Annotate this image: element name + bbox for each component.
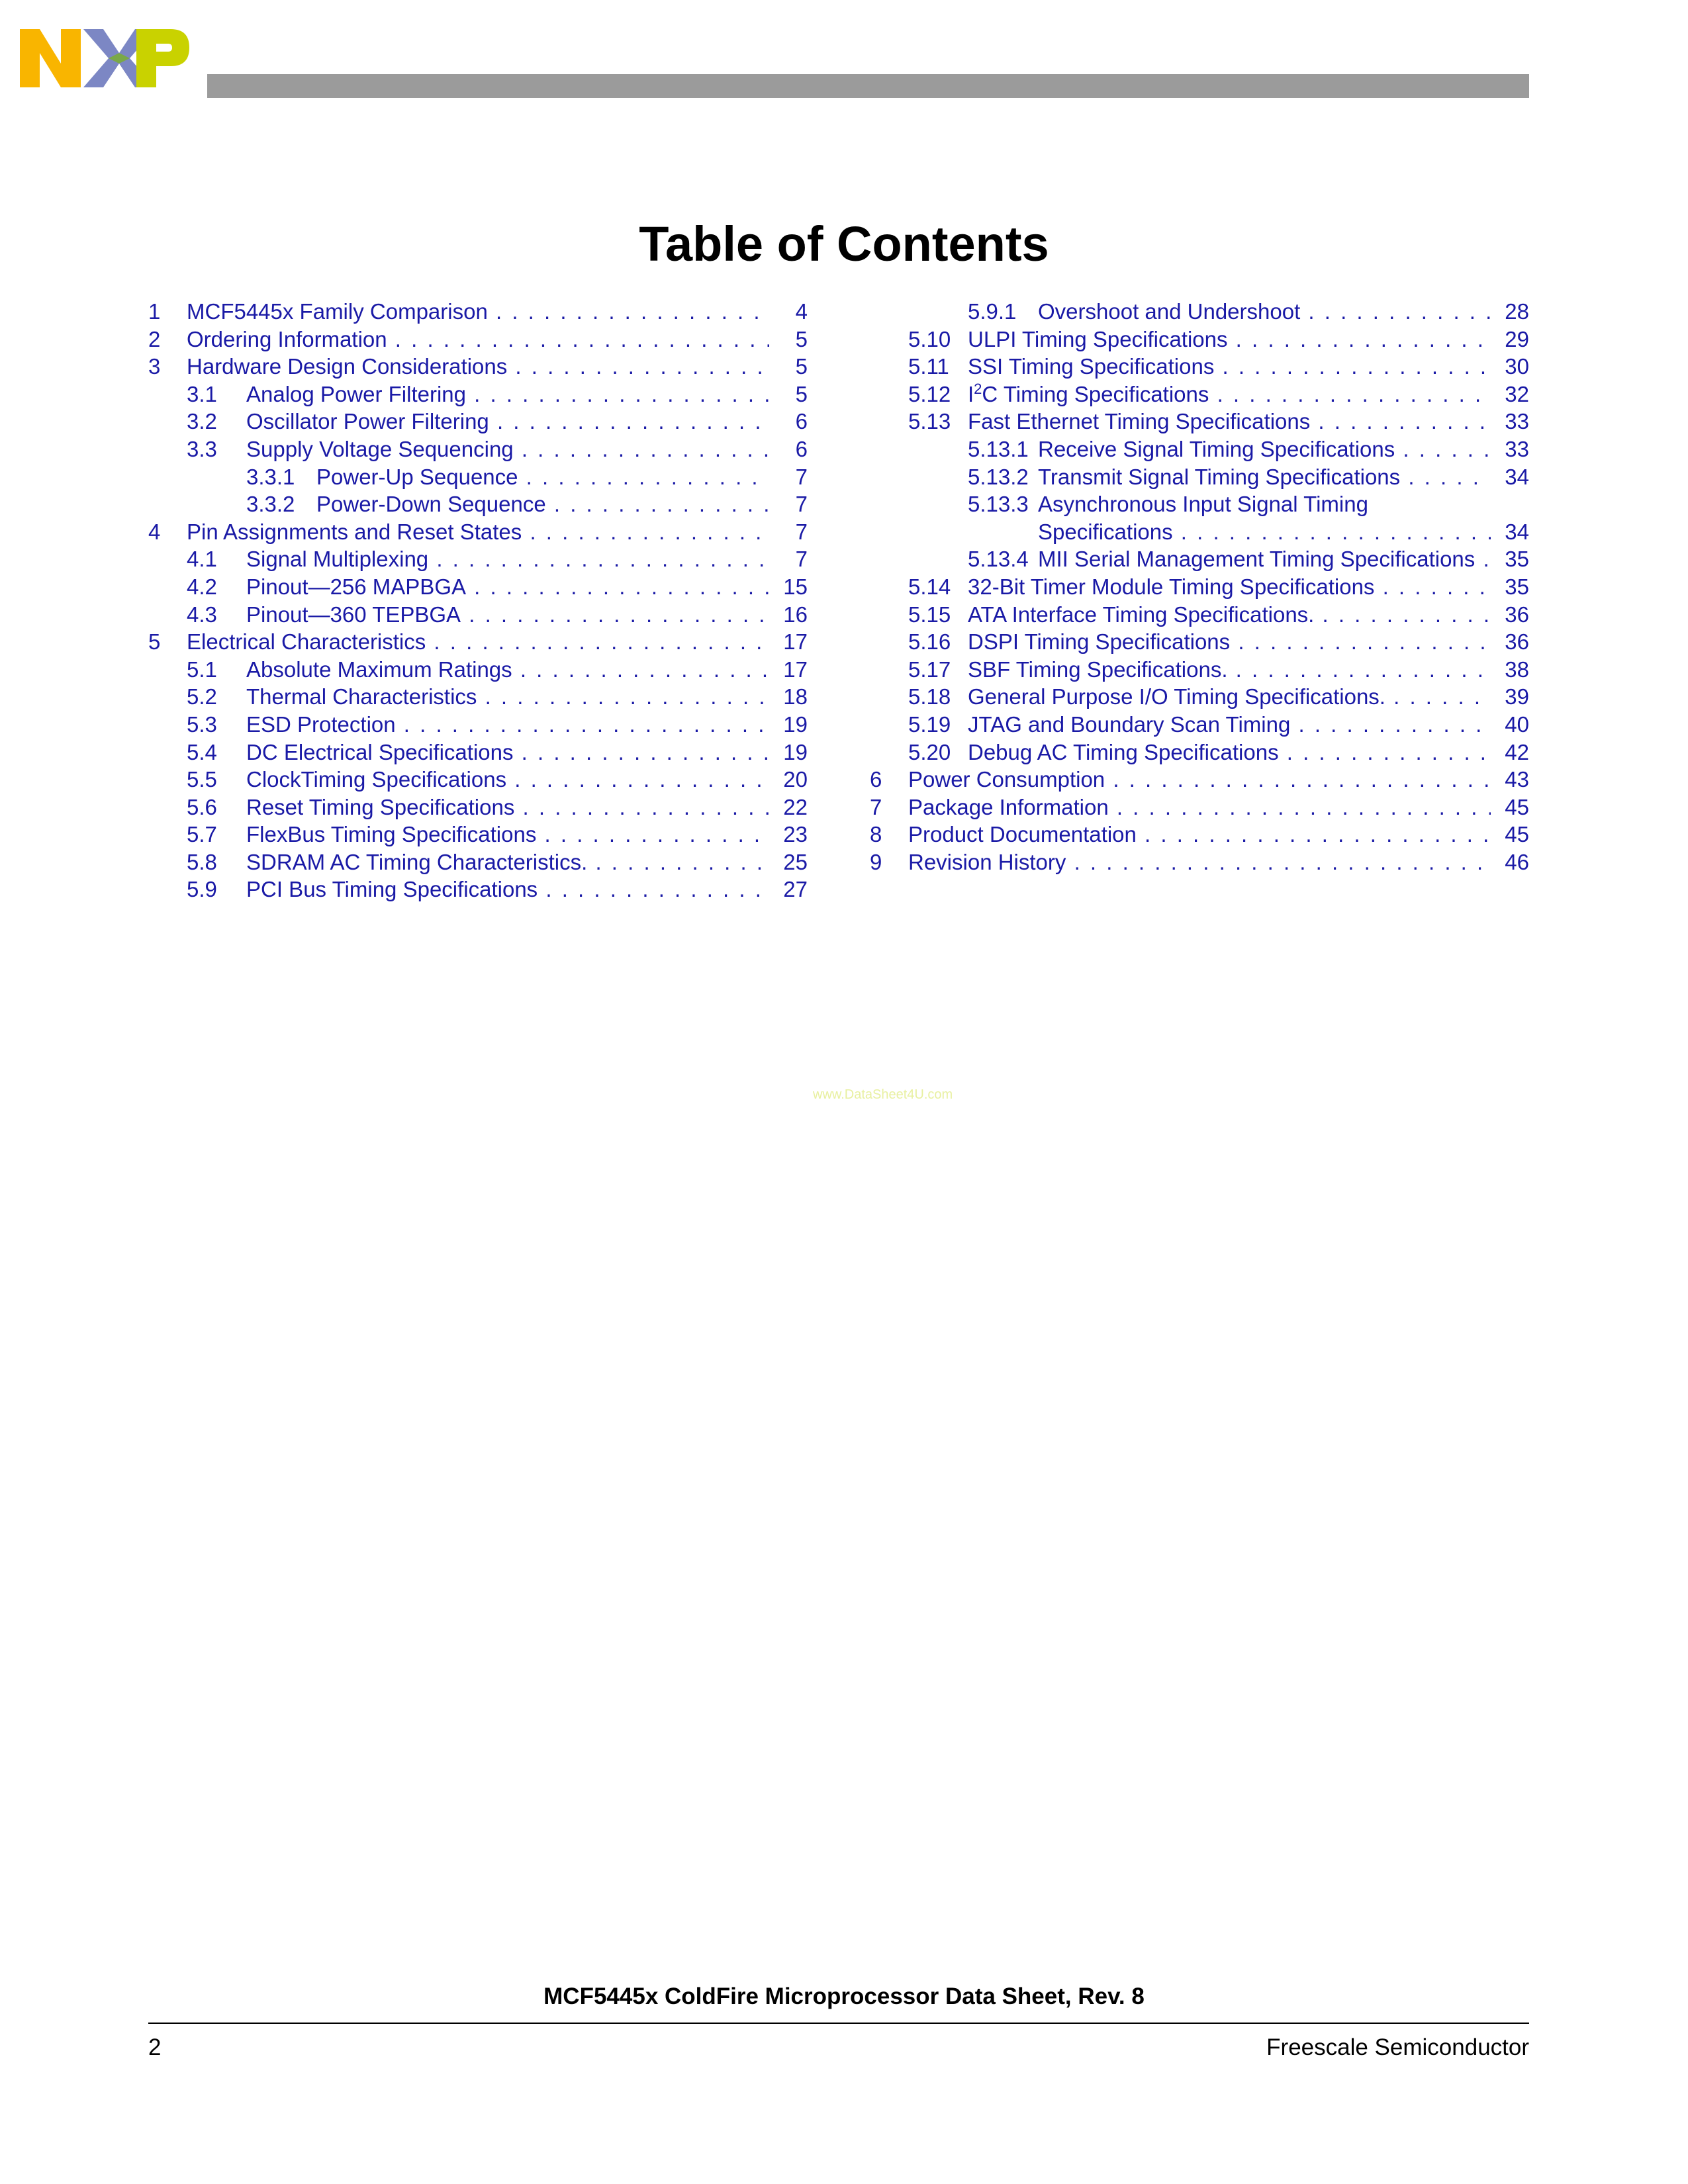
- toc-entry-number: 5.13.2: [968, 464, 1029, 489]
- toc-entry-number: 5.20: [908, 739, 951, 764]
- toc-entry[interactable]: [870, 573, 1529, 601]
- toc-entry[interactable]: [148, 821, 808, 848]
- toc-entry-number: 5.11: [908, 354, 949, 379]
- footer-divider: [148, 2023, 1529, 2024]
- toc-entry-title: DSPI Timing Specifications . . .: [968, 628, 1491, 656]
- footer-company: Freescale Semiconductor: [1266, 2034, 1529, 2060]
- toc-entry[interactable]: [148, 739, 808, 766]
- toc-entry-page: 23: [783, 822, 808, 847]
- toc-entry-page: 6: [795, 436, 808, 461]
- toc-entry-number: 4: [148, 519, 161, 544]
- toc-entry-page: 46: [1505, 849, 1529, 874]
- toc-entry-title: Thermal Characteristics . . .: [246, 683, 769, 711]
- toc-entry-title: JTAG and Boundary Scan Timing . . .: [968, 711, 1491, 739]
- toc-entry-number: 5: [148, 629, 161, 655]
- toc-entry[interactable]: [148, 711, 808, 739]
- toc-entry-number: 5.8: [187, 849, 217, 874]
- toc-entry[interactable]: [148, 794, 808, 821]
- toc-entry-page: 33: [1505, 409, 1529, 434]
- toc-entry-number: 9: [870, 849, 882, 874]
- toc-entry-page: 18: [783, 684, 808, 709]
- toc-entry-title: Pin Assignments and Reset States . . .: [187, 518, 769, 546]
- toc-entry[interactable]: [148, 876, 808, 903]
- toc-entry-title: Package Information . . .: [908, 794, 1491, 821]
- toc-entry[interactable]: [870, 766, 1529, 794]
- toc-entry-title: MII Serial Management Timing Specifications . . .: [1038, 545, 1491, 573]
- toc-entry-page: 42: [1505, 739, 1529, 764]
- toc-entry-title: 32-Bit Timer Module Timing Specifications . . .: [968, 573, 1491, 601]
- toc-entry-page: 5: [795, 354, 808, 379]
- toc-entry-number: 3: [148, 354, 161, 379]
- toc-entry-number: 5.9: [187, 877, 217, 902]
- toc-entry[interactable]: [870, 683, 1529, 711]
- toc-entry-title: ClockTiming Specifications . . .: [246, 766, 769, 794]
- toc-entry-number: 3.2: [187, 409, 217, 434]
- page-number: 2: [148, 2034, 162, 2060]
- toc-entry-number: 5.4: [187, 739, 217, 764]
- toc-entry-number: 7: [870, 794, 882, 819]
- toc-entry-title: Debug AC Timing Specifications . . .: [968, 739, 1491, 766]
- toc-entry-page: 6: [795, 409, 808, 434]
- toc-entry-title: Ordering Information . . .: [187, 326, 769, 353]
- toc-entry[interactable]: [148, 490, 808, 518]
- toc-entry[interactable]: [148, 326, 808, 353]
- page-title: Table of Contents: [639, 216, 1049, 271]
- toc-entry-title: Oscillator Power Filtering . . .: [246, 408, 769, 435]
- toc-entry-number: 5.12: [908, 381, 951, 406]
- toc-entry-page: 7: [795, 464, 808, 489]
- toc-entry-title: Overshoot and Undershoot . . .: [1038, 298, 1491, 326]
- toc-entry-page: 20: [783, 767, 808, 792]
- toc-entry-page: 36: [1505, 602, 1529, 627]
- toc-entry-number: 5.13.3: [968, 492, 1029, 517]
- toc-entry-title: Absolute Maximum Ratings . . .: [246, 656, 769, 684]
- toc-entry-title: Transmit Signal Timing Specifications . . .: [1038, 463, 1491, 491]
- toc-entry-page: 5: [795, 326, 808, 351]
- toc-entry-title: SDRAM AC Timing Characteristics. . . .: [246, 848, 769, 876]
- toc-entry[interactable]: [870, 490, 1529, 518]
- toc-entry-title: Hardware Design Considerations . . .: [187, 353, 769, 381]
- toc-entry[interactable]: [870, 518, 1529, 546]
- toc-entry-page: 43: [1505, 767, 1529, 792]
- toc-entry-number: 3.1: [187, 381, 217, 406]
- toc-entry-page: 16: [783, 602, 808, 627]
- toc-entry-page: 34: [1505, 464, 1529, 489]
- toc-entry-title: General Purpose I/O Timing Specifications. . . .: [968, 683, 1491, 711]
- toc-entry-page: 30: [1505, 354, 1529, 379]
- toc-left-column: [148, 298, 808, 903]
- toc-entry-title: Electrical Characteristics . . .: [187, 628, 769, 656]
- toc-entry-number: 5.19: [908, 711, 951, 737]
- toc-entry-number: 1: [148, 299, 161, 324]
- toc-entry-page: 5: [795, 381, 808, 406]
- toc-entry[interactable]: [870, 298, 1529, 326]
- toc-entry-page: 7: [795, 547, 808, 572]
- toc-entry-number: 3.3.2: [246, 492, 295, 517]
- toc-entry-title: ESD Protection . . .: [246, 711, 769, 739]
- toc-entry-page: 36: [1505, 629, 1529, 655]
- toc-entry-page: 25: [783, 849, 808, 874]
- toc-entry[interactable]: [148, 408, 808, 435]
- toc-entry-page: 7: [795, 492, 808, 517]
- toc-entry-number: 5.1: [187, 657, 217, 682]
- toc-entry-title: Supply Voltage Sequencing . . .: [246, 435, 769, 463]
- toc-entry-number: 3.3.1: [246, 464, 295, 489]
- toc-entry-page: 35: [1505, 547, 1529, 572]
- toc-entry-page: 33: [1505, 436, 1529, 461]
- toc-entry-title: Receive Signal Timing Specifications . . .: [1038, 435, 1491, 463]
- toc-entry-page: 7: [795, 519, 808, 544]
- toc-entry[interactable]: [148, 298, 808, 326]
- toc-entry-page: 45: [1505, 822, 1529, 847]
- toc-entry-page: 29: [1505, 326, 1529, 351]
- toc-entry-number: 5.14: [908, 574, 951, 599]
- toc-entry-number: 5.18: [908, 684, 951, 709]
- toc-entry-title: Pinout—256 MAPBGA . . .: [246, 573, 769, 601]
- toc-entry[interactable]: [870, 435, 1529, 463]
- toc-entry-number: 5.2: [187, 684, 217, 709]
- toc-entry-number: 2: [148, 326, 161, 351]
- toc-entry-number: 4.3: [187, 602, 217, 627]
- toc-entry-number: 5.9.1: [968, 299, 1017, 324]
- toc-entry-title: Signal Multiplexing . . .: [246, 545, 769, 573]
- toc-entry-page: 27: [783, 877, 808, 902]
- toc-entry-title: FlexBus Timing Specifications . . .: [246, 821, 769, 848]
- toc-entry[interactable]: [870, 381, 1529, 408]
- toc-entry-number: 5.17: [908, 657, 951, 682]
- toc-entry-number: 8: [870, 822, 882, 847]
- toc-entry-number: 5.3: [187, 711, 217, 737]
- toc-entry-number: 3.3: [187, 436, 217, 461]
- toc-entry-title: Asynchronous Input Signal Timing: [1038, 492, 1368, 517]
- toc-entry-number: 5.16: [908, 629, 951, 655]
- toc-entry-page: 15: [783, 574, 808, 599]
- toc-entry[interactable]: [148, 573, 808, 601]
- toc-entry[interactable]: [148, 683, 808, 711]
- toc-entry[interactable]: [870, 353, 1529, 381]
- toc-entry[interactable]: [148, 656, 808, 684]
- toc-entry-number: 5.6: [187, 794, 217, 819]
- toc-entry-title: ULPI Timing Specifications . . .: [968, 326, 1491, 353]
- toc-entry[interactable]: [870, 545, 1529, 573]
- toc-entry-title: Product Documentation . . .: [908, 821, 1491, 848]
- toc-entry-title: Pinout—360 TEPBGA . . .: [246, 601, 769, 629]
- header-bar: [207, 74, 1529, 98]
- toc-entry-title: DC Electrical Specifications . . .: [246, 739, 769, 766]
- toc-entry-number: 5.7: [187, 822, 217, 847]
- toc-entry-title: ATA Interface Timing Specifications. . . .: [968, 601, 1491, 629]
- toc-entry[interactable]: [870, 408, 1529, 435]
- toc-entry-page: 19: [783, 711, 808, 737]
- toc-entry-title: Power-Down Sequence . . .: [316, 490, 769, 518]
- toc-entry-number: 5.13.1: [968, 436, 1029, 461]
- toc-entry-page: 19: [783, 739, 808, 764]
- toc-entry-page: 22: [783, 794, 808, 819]
- toc-entry[interactable]: [148, 381, 808, 408]
- toc-entry-number: 4.2: [187, 574, 217, 599]
- toc-entry-page: 45: [1505, 794, 1529, 819]
- toc-entry[interactable]: [870, 848, 1529, 876]
- toc-entry-page: 28: [1505, 299, 1529, 324]
- toc-entry[interactable]: [870, 711, 1529, 739]
- toc-entry-page: 17: [783, 657, 808, 682]
- toc-entry[interactable]: [148, 435, 808, 463]
- toc-entry-title: Specifications . . .: [1038, 518, 1491, 546]
- toc-entry[interactable]: [148, 628, 808, 656]
- toc-entry[interactable]: [870, 821, 1529, 848]
- toc-right-column: [870, 298, 1529, 876]
- toc-entry-page: 17: [783, 629, 808, 655]
- toc-entry[interactable]: [870, 628, 1529, 656]
- toc-entry-title: SSI Timing Specifications . . .: [968, 353, 1491, 381]
- toc-entry-number: 5.13: [908, 409, 951, 434]
- toc-entry-title: SBF Timing Specifications. . . .: [968, 656, 1491, 684]
- toc-entry[interactable]: [870, 601, 1529, 629]
- toc-entry[interactable]: [148, 518, 808, 546]
- toc-entry-page: 35: [1505, 574, 1529, 599]
- toc-entry-page: 4: [795, 299, 808, 324]
- toc-entry-number: 6: [870, 767, 882, 792]
- toc-entry-title: Fast Ethernet Timing Specifications . . .: [968, 408, 1491, 435]
- toc-entry[interactable]: [148, 848, 808, 876]
- footer-document-title: MCF5445x ColdFire Microprocessor Data Sheet, Rev. 8: [543, 1983, 1145, 2009]
- toc-entry[interactable]: [148, 353, 808, 381]
- toc-entry[interactable]: [148, 601, 808, 629]
- toc-entry[interactable]: [148, 463, 808, 491]
- toc-entry-number: 5.5: [187, 767, 217, 792]
- toc-entry-number: 5.15: [908, 602, 951, 627]
- toc-entry-number: 5.13.4: [968, 547, 1029, 572]
- toc-entry-page: 40: [1505, 711, 1529, 737]
- toc-entry-page: 34: [1505, 519, 1529, 544]
- toc-entry-number: 4.1: [187, 547, 217, 572]
- toc-entry-title: PCI Bus Timing Specifications . . .: [246, 876, 769, 903]
- toc-entry-number: 5.10: [908, 326, 951, 351]
- toc-entry[interactable]: [148, 545, 808, 573]
- toc-entry[interactable]: [870, 463, 1529, 491]
- toc-entry-title: Analog Power Filtering . . .: [246, 381, 769, 408]
- toc-entry-title: Reset Timing Specifications . . .: [246, 794, 769, 821]
- toc-entry-title: Power Consumption . . .: [908, 766, 1491, 794]
- watermark: www.DataSheet4U.com: [813, 1087, 953, 1102]
- toc-entry-title: MCF5445x Family Comparison . . .: [187, 298, 769, 326]
- toc-entry-title: Power-Up Sequence . . .: [316, 463, 769, 491]
- nxp-logo: [20, 24, 189, 87]
- toc-entry-title: $I^2C$ Timing Specifications . . .: [968, 381, 1491, 408]
- toc-entry[interactable]: [148, 766, 808, 794]
- toc-entry[interactable]: [870, 794, 1529, 821]
- toc-entry[interactable]: [870, 739, 1529, 766]
- toc-entry-page: 38: [1505, 657, 1529, 682]
- toc-entry-title: Revision History . . .: [908, 848, 1491, 876]
- toc-entry[interactable]: [870, 326, 1529, 353]
- toc-entry-page: 32: [1505, 381, 1529, 406]
- toc-entry-page: 39: [1505, 684, 1529, 709]
- toc-entry[interactable]: [870, 656, 1529, 684]
